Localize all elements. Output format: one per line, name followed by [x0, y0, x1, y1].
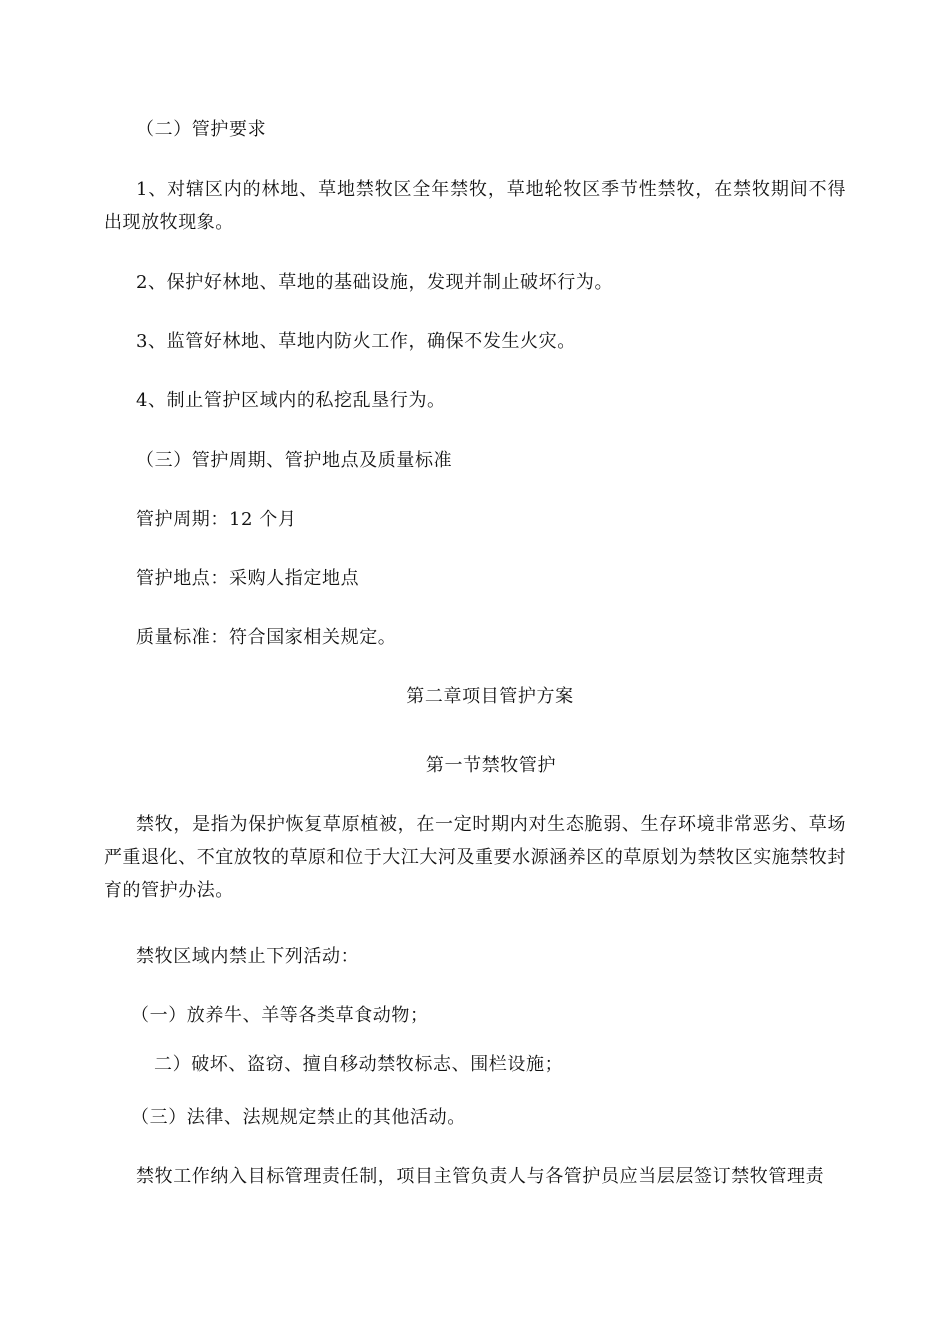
section-heading-requirements: （二）管护要求 — [136, 119, 267, 140]
management-period: 管护周期：12 个月 — [136, 509, 297, 530]
chapter-title: 第二章项目管护方案 — [406, 686, 574, 707]
section-heading-period: （三）管护周期、管护地点及质量标准 — [136, 450, 453, 471]
requirement-item-4: 4、制止管护区域内的私挖乱垦行为。 — [136, 390, 446, 411]
section-title: 第一节禁牧管护 — [425, 755, 557, 776]
quality-standard: 质量标准：符合国家相关规定。 — [136, 627, 397, 648]
prohibited-item-3: （三）法律、法规规定禁止的其他活动。 — [131, 1107, 466, 1128]
responsibility-paragraph: 禁牧工作纳入目标管理责任制，项目主管负责人与各管护员应当层层签订禁牧管理责 — [136, 1166, 825, 1187]
requirement-item-3: 3、监管好林地、草地内防火工作，确保不发生火灾。 — [136, 331, 576, 352]
prohibited-activities-intro: 禁牧区域内禁止下列活动： — [136, 946, 360, 967]
prohibited-item-2: 二）破坏、盗窃、擅自移动禁牧标志、围栏设施； — [154, 1054, 564, 1075]
requirement-item-1: 1、对辖区内的林地、草地禁牧区全年禁牧，草地轮牧区季节性禁牧，在禁牧期间不得出现放牧现象。 — [104, 179, 846, 233]
management-location: 管护地点：采购人指定地点 — [136, 568, 360, 589]
prohibited-item-1: （一）放养牛、羊等各类草食动物； — [131, 1005, 429, 1026]
requirement-item-2: 2、保护好林地、草地的基础设施，发现并制止破坏行为。 — [136, 272, 614, 293]
grazing-ban-definition: 禁牧，是指为保护恢复草原植被，在一定时期内对生态脆弱、生存环境非常恶劣、草场严重退化、不宜放牧的草原和位于大江大河及重要水源涵养区的草原划为禁牧区实施禁牧封育的管护办法。 — [104, 814, 846, 901]
